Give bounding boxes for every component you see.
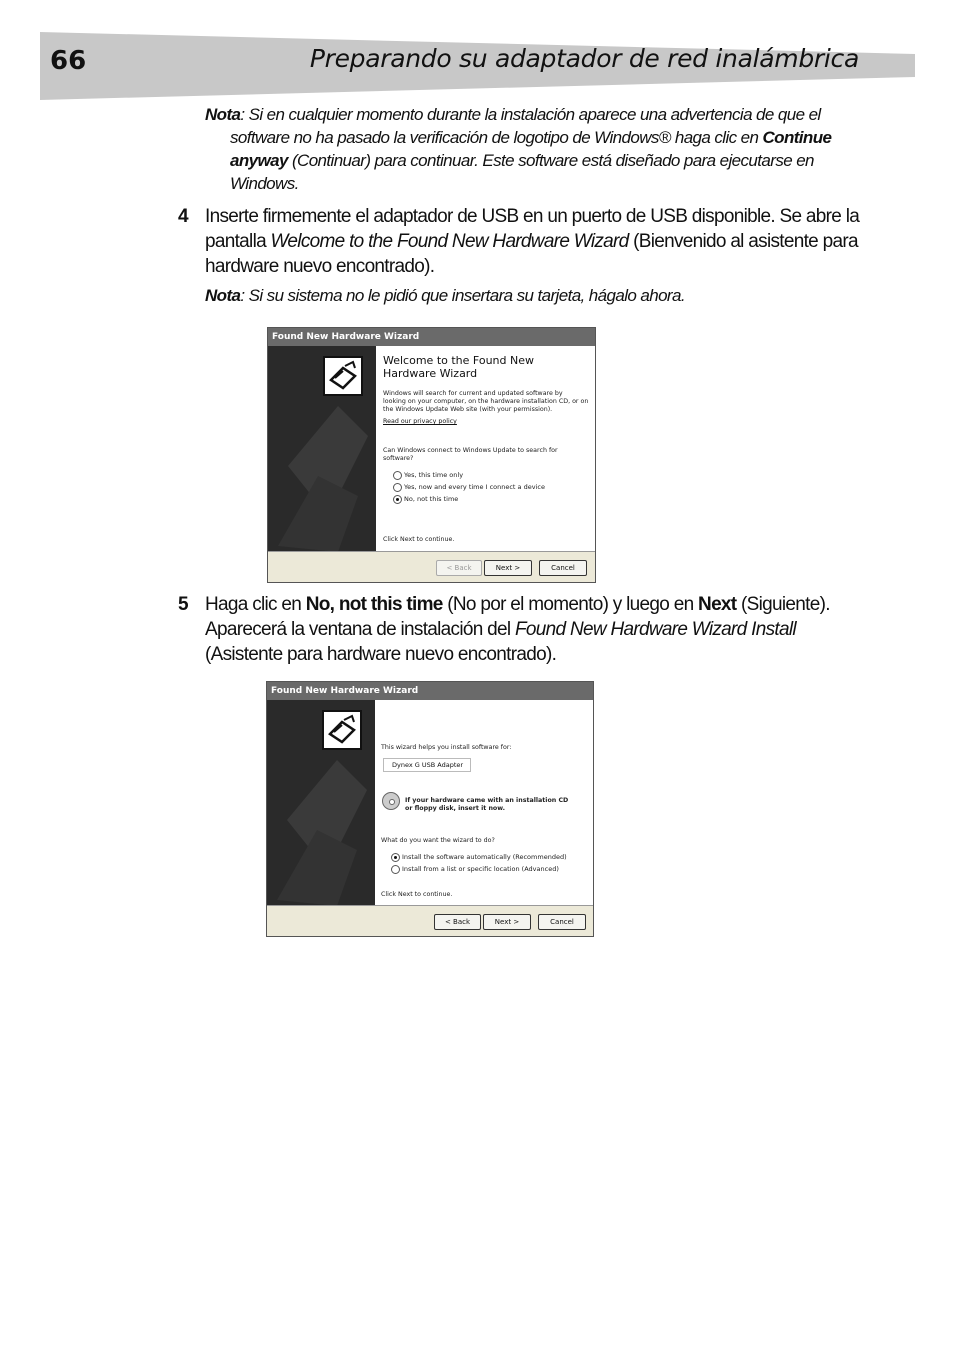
hardware-icon	[323, 356, 363, 396]
note-insert-card: Nota: Si su sistema no le pidió que insertara su tarjeta, hágalo ahora.	[205, 286, 685, 305]
continue-anyway-term: Continue	[762, 128, 832, 147]
wizard-side-banner	[267, 700, 375, 906]
privacy-policy-link[interactable]: Read our privacy policy	[383, 418, 457, 425]
update-question: Can Windows connect to Windows Update to search for software?	[383, 447, 558, 462]
wizard-title-bar: Found New Hardware Wizard	[267, 682, 593, 700]
radio-no-not-this-time[interactable]: No, not this time	[393, 495, 458, 504]
step-number: 5	[178, 594, 188, 615]
wizard-heading: Welcome to the Found New Hardware Wizard	[383, 354, 534, 380]
device-name-field: Dynex G USB Adapter	[383, 758, 471, 772]
wizard-side-banner	[268, 346, 376, 552]
wizard-question: What do you want the wizard to do?	[381, 837, 495, 844]
cd-instruction: If your hardware came with an installation CD or floppy disk, insert it now.	[405, 797, 569, 812]
install-wizard-screenshot	[266, 681, 594, 937]
next-button[interactable]: Next >	[483, 914, 531, 930]
radio-install-from-list[interactable]: Install from a list or specific location (Advanced)	[391, 865, 559, 874]
wizard-footer	[268, 551, 595, 582]
cancel-button[interactable]: Cancel	[539, 560, 587, 576]
back-button[interactable]: < Back	[434, 914, 481, 930]
header-title: Preparando su adaptador de red inalámbrica	[309, 44, 859, 73]
cd-icon	[382, 792, 400, 810]
wizard-content	[375, 700, 593, 906]
radio-yes-every-time[interactable]: Yes, now and every time I connect a device	[393, 483, 545, 492]
back-button[interactable]: < Back	[436, 560, 482, 576]
continue-hint: Click Next to continue.	[383, 536, 455, 543]
wizard-intro: This wizard helps you install software for:	[381, 744, 512, 751]
note-label: Nota	[205, 105, 241, 124]
hardware-icon	[322, 710, 362, 750]
next-button[interactable]: Next >	[484, 560, 532, 576]
note-label: Nota	[205, 286, 241, 305]
step-5: 5 Haga clic en No, not this time (No por el momento) y luego en Next (Siguiente). Aparecerá la ventana de instalación del Found New Hardware Wizard Install (Asistente para hardware nuevo encontrado).	[178, 594, 830, 665]
wizard-title-bar: Found New Hardware Wizard	[268, 328, 595, 346]
wizard-footer	[267, 905, 593, 936]
welcome-wizard-screenshot	[267, 327, 596, 583]
wizard-intro: Windows will search for current and updated software by looking on your computer, on the hardware installation CD, or on the Windows Update Web site (with your permission).	[383, 390, 589, 413]
continue-hint: Click Next to continue.	[381, 891, 453, 898]
page-header	[40, 32, 915, 100]
radio-install-automatically[interactable]: Install the software automatically (Recommended)	[391, 853, 567, 862]
page-number: 66	[50, 46, 87, 76]
step-4: 4 Inserte firmemente el adaptador de USB en un puerto de USB disponible. Se abre la pantalla Welcome to the Found New Hardware Wizard (Bienvenido al asistente para hardware nuevo encontrado).	[178, 206, 860, 277]
note-logo-verification: Nota: Si en cualquier momento durante la instalación aparece una advertencia de que el software no ha pasado la verificación de logotipo de Windows® haga clic en Continue anyway (Continuar) para continuar. Este software está diseñado para ejecutarse en Windows.	[205, 105, 832, 193]
wizard-content	[376, 346, 595, 552]
step-number: 4	[178, 206, 188, 227]
radio-yes-this-time[interactable]: Yes, this time only	[393, 471, 463, 480]
cancel-button[interactable]: Cancel	[538, 914, 586, 930]
